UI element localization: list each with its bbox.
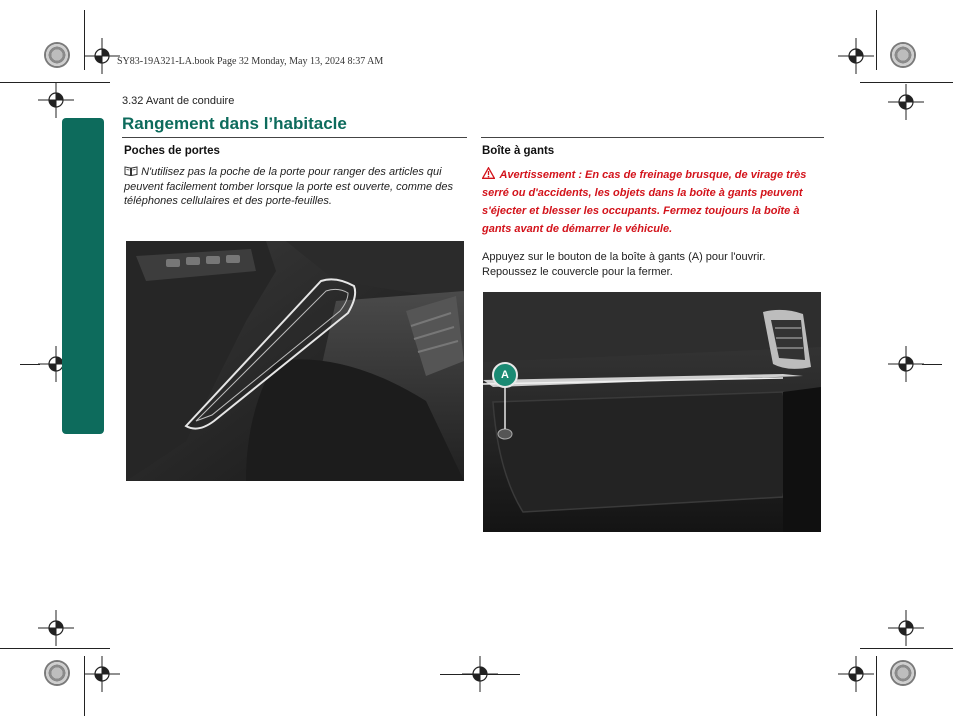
crosshair-mark: [84, 656, 120, 692]
crosshair-mark: [838, 38, 874, 74]
door-pockets-text: N'utilisez pas la poche de la porte pour ranger des articles qui peuvent facilement tomber lorsque la porte est ouverte, comme des téléphones cellulaires et des porte-feuilles.: [124, 166, 453, 207]
chapter-side-tab: [62, 118, 104, 434]
section-rule: [122, 137, 467, 138]
glovebox-heading: Boîte à gants: [482, 145, 555, 157]
page-reference: 3.32 Avant de conduire: [122, 95, 235, 107]
glovebox-instructions: Appuyez sur le bouton de la boîte à gants (A) pour l'ouvrir. Repoussez le couvercle pour la fermer.: [482, 251, 766, 278]
door-pockets-heading: Poches de portes: [124, 145, 220, 157]
warning-triangle-icon: [482, 166, 495, 178]
callout-a: A: [492, 362, 518, 388]
registration-disc: [44, 660, 70, 686]
crosshair-mark: [84, 38, 120, 74]
book-icon: [124, 166, 138, 176]
warning-text: Avertissement : En cas de freinage brusque, de virage très serré ou d'accidents, les objets dans la boîte à gants peuvent s'éjecter et blesser les occupants. Fermez toujours la boîte à gants avant de démarrer le véhicule.: [482, 169, 807, 235]
door-pockets-note: [124, 165, 454, 209]
crosshair-mark: [888, 610, 924, 646]
crosshair-mark: [838, 656, 874, 692]
crosshair-mark: [38, 82, 74, 118]
section-title: Rangement dans l’habitacle: [122, 114, 347, 133]
registration-disc: [890, 660, 916, 686]
book-info-line: SY83-19A321-LA.book Page 32 Monday, May 13, 2024 8:37 AM: [117, 56, 384, 67]
registration-disc: [44, 42, 70, 68]
door-pocket-photo: [126, 241, 464, 481]
crosshair-mark: [888, 84, 924, 120]
section-rule: [481, 137, 824, 138]
glovebox-warning: [482, 165, 822, 237]
crosshair-mark: [888, 346, 924, 382]
registration-disc: [890, 42, 916, 68]
glovebox-photo: [483, 292, 821, 532]
crosshair-mark: [38, 610, 74, 646]
